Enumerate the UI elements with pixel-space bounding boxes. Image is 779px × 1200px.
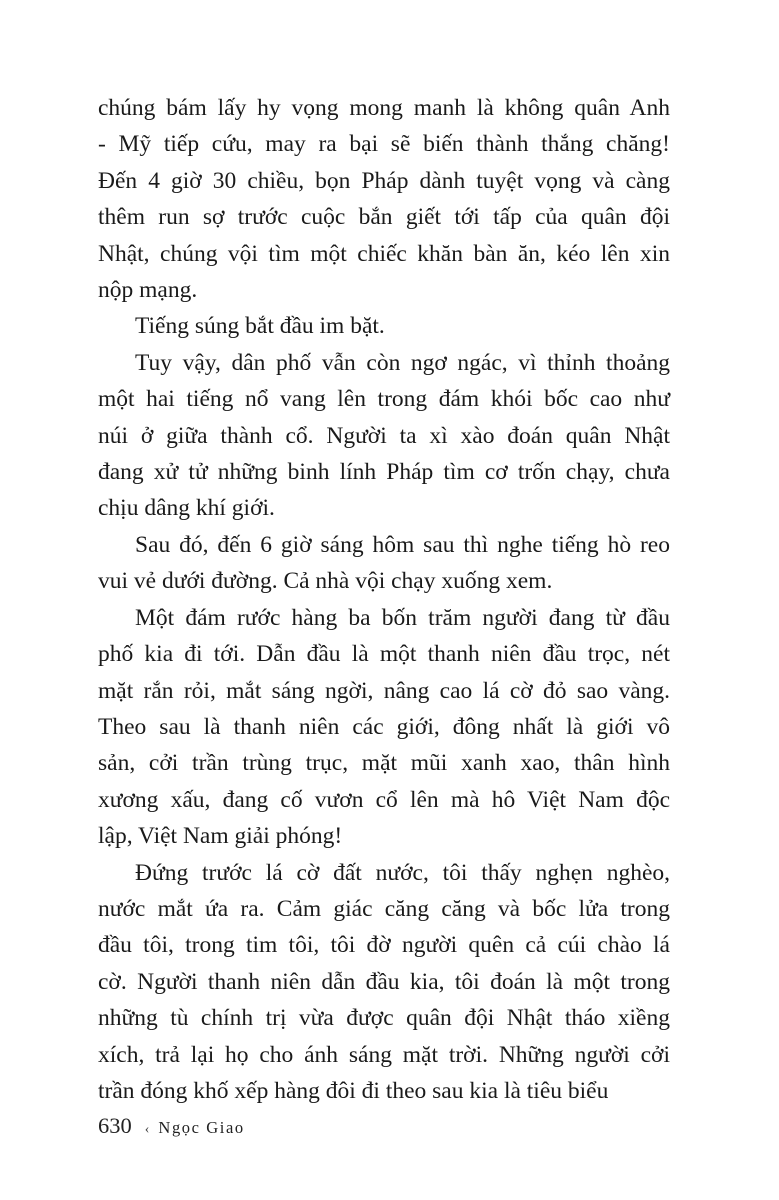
- text-line: Theo sau là thanh niên các giới, đông nhất là giới vô: [98, 713, 670, 740]
- paragraph: [98, 527, 670, 600]
- text-line: những tù chính trị vừa được quân đội Nhật tháo xiềng: [98, 1005, 670, 1032]
- text-line: Một đám rước hàng ba bốn trăm người đang từ đầu: [135, 604, 670, 631]
- text-line: Nhật, chúng vội tìm một chiếc khăn bàn ăn, kéo lên xin: [98, 240, 670, 267]
- author-name: Ngọc Giao: [158, 1118, 245, 1137]
- text-line: lập, Việt Nam giải phóng!: [98, 823, 343, 850]
- text-line: xương xấu, đang cố vươn cổ lên mà hô Việt Nam độc: [98, 786, 670, 813]
- text-line: đang xử tử những binh lính Pháp tìm cơ trốn chạy, chưa: [98, 459, 670, 486]
- text-line: Sau đó, đến 6 giờ sáng hôm sau thì nghe tiếng hò reo: [135, 531, 670, 558]
- text-line: cờ. Người thanh niên dẫn đầu kia, tôi đoán là một trong: [98, 968, 670, 995]
- text-line: Tuy vậy, dân phố vẫn còn ngơ ngác, vì thỉnh thoảng: [135, 349, 670, 376]
- text-line: sản, cởi trần trùng trục, mặt mũi xanh xao, thân hình: [98, 750, 670, 777]
- text-line: nước mắt ứa ra. Cảm giác căng căng và bốc lửa trong: [98, 895, 670, 922]
- text-line: nộp mạng.: [98, 277, 198, 304]
- text-line: chịu dâng khí giới.: [98, 495, 275, 522]
- text-line: một hai tiếng nổ vang lên trong đám khói bốc cao như: [98, 386, 670, 413]
- paragraph: [98, 600, 670, 855]
- text-line: Đứng trước lá cờ đất nước, tôi thấy nghẹn nghèo,: [135, 859, 670, 886]
- footer-separator-icon: ‹: [144, 1122, 150, 1137]
- paragraph: [98, 308, 670, 344]
- text-line: Tiếng súng bắt đầu im bặt.: [135, 313, 385, 340]
- text-line: phố kia đi tới. Dẫn đầu là một thanh niên đầu trọc, nét: [98, 641, 670, 668]
- text-line: mặt rắn rỏi, mắt sáng ngời, nâng cao lá cờ đỏ sao vàng.: [98, 677, 670, 704]
- paragraph: [98, 90, 670, 308]
- page-footer: [98, 1113, 245, 1139]
- page-number: 630: [98, 1113, 132, 1138]
- text-line: xích, trả lại họ cho ánh sáng mặt trời. Những người cởi: [98, 1041, 670, 1068]
- text-line: chúng bám lấy hy vọng mong manh là không quân Anh: [98, 95, 670, 121]
- text-line: đầu tôi, trong tim tôi, tôi đờ người quên cả cúi chào lá: [98, 932, 670, 959]
- text-line: núi ở giữa thành cổ. Người ta xì xào đoán quân Nhật: [98, 422, 670, 449]
- text-line: vui vẻ dưới đường. Cả nhà vội chạy xuống xem.: [98, 568, 553, 595]
- text-line: thêm run sợ trước cuộc bắn giết tới tấp của quân đội: [98, 204, 670, 231]
- text-line: Đến 4 giờ 30 chiều, bọn Pháp dành tuyệt vọng và càng: [98, 167, 670, 194]
- text-line: - Mỹ tiếp cứu, may ra bại sẽ biến thành thắng chăng!: [98, 131, 670, 158]
- text-line: trần đóng khố xếp hàng đôi đi theo sau kia là tiêu biểu: [98, 1077, 609, 1104]
- text-block: [98, 90, 670, 1109]
- paragraph: [98, 855, 670, 1110]
- paragraph: [98, 345, 670, 527]
